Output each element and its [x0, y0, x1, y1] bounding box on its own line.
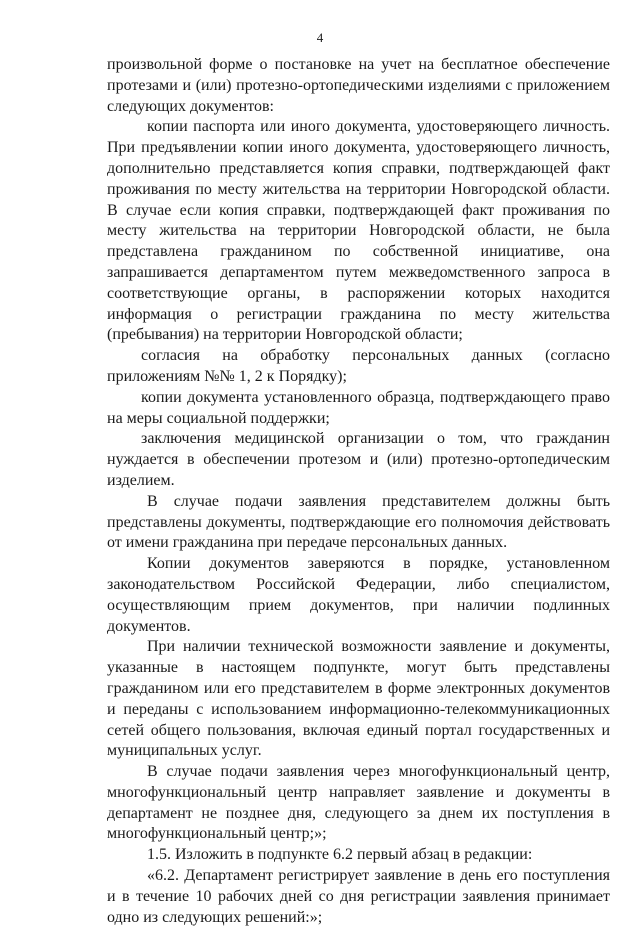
paragraph-passport-copy: копии паспорта или иного документа, удостоверяющего личность. При предъявлении копии иного документа, удостоверяющего личность, дополнительно представляется копия справки, подтверждающей факт проживания по месту жительства на территории Новгородской области. В случае если копия справки, подтверждающей факт проживания по месту жительства на территории Новгородской области, не была представлена гражданином по собственной инициативе, она запрашивается департаментом путем межведомственного запроса в соответствующие органы, в распоряжении которых находится информация о регистрации гражданина по месту жительства (пребывания) на территории Новгородской области; — [107, 118, 610, 344]
paragraph-copies-certified: Копии документов заверяются в порядке, установленном законодательством Российской Федерации, либо специалистом, осуществляющим прием документов, при наличии подлинных документов. — [107, 555, 610, 635]
paragraph-item-1-5: 1.5. Изложить в подпункте 6.2 первый абзац в редакции: — [147, 846, 533, 864]
document-body — [107, 55, 610, 928]
page-number: 4 — [316, 30, 324, 45]
paragraph-document-copy: копии документа установленного образца, подтверждающего право на меры социальной поддержки; — [107, 388, 610, 427]
paragraph-item-6-2: «6.2. Департамент регистрирует заявление в день его поступления и в течение 10 рабочих дней со дня регистрации заявления принимает одно из следующих решений:»; — [107, 867, 610, 926]
paragraph-representative: В случае подачи заявления представителем должны быть представлены документы, подтверждающие его полномочия действовать от имени гражданина при передаче персональных данных. — [107, 492, 610, 552]
paragraph-mfc: В случае подачи заявления через многофункциональный центр, многофункциональный центр направляет заявление и документы в департамент не позднее дня, следующего за днем их поступления в многофункциональный центр;»; — [107, 763, 610, 843]
paragraph-electronic-submission: При наличии технической возможности заявление и документы, указанные в настоящем подпункте, могут быть представлены гражданином или его представителем в форме электронных документов и переданы с использованием информационно-телекоммуникационных сетей общего пользования, включая единый портал государственных и муниципальных услуг. — [107, 638, 610, 760]
paragraph-medical-conclusion: заключения медицинской организации о том, что гражданин нуждается в обеспечении протезом и (или) протезно-ортопедическим изделием. — [107, 430, 610, 489]
paragraph-continuation: произвольной форме о постановке на учет на бесплатное обеспечение протезами и (или) протезно-ортопедическими изделиями с приложением следующих документов: — [107, 56, 610, 115]
paragraph-consent: согласия на обработку персональных данных (согласно приложениям №№ 1, 2 к Порядку); — [107, 347, 610, 385]
